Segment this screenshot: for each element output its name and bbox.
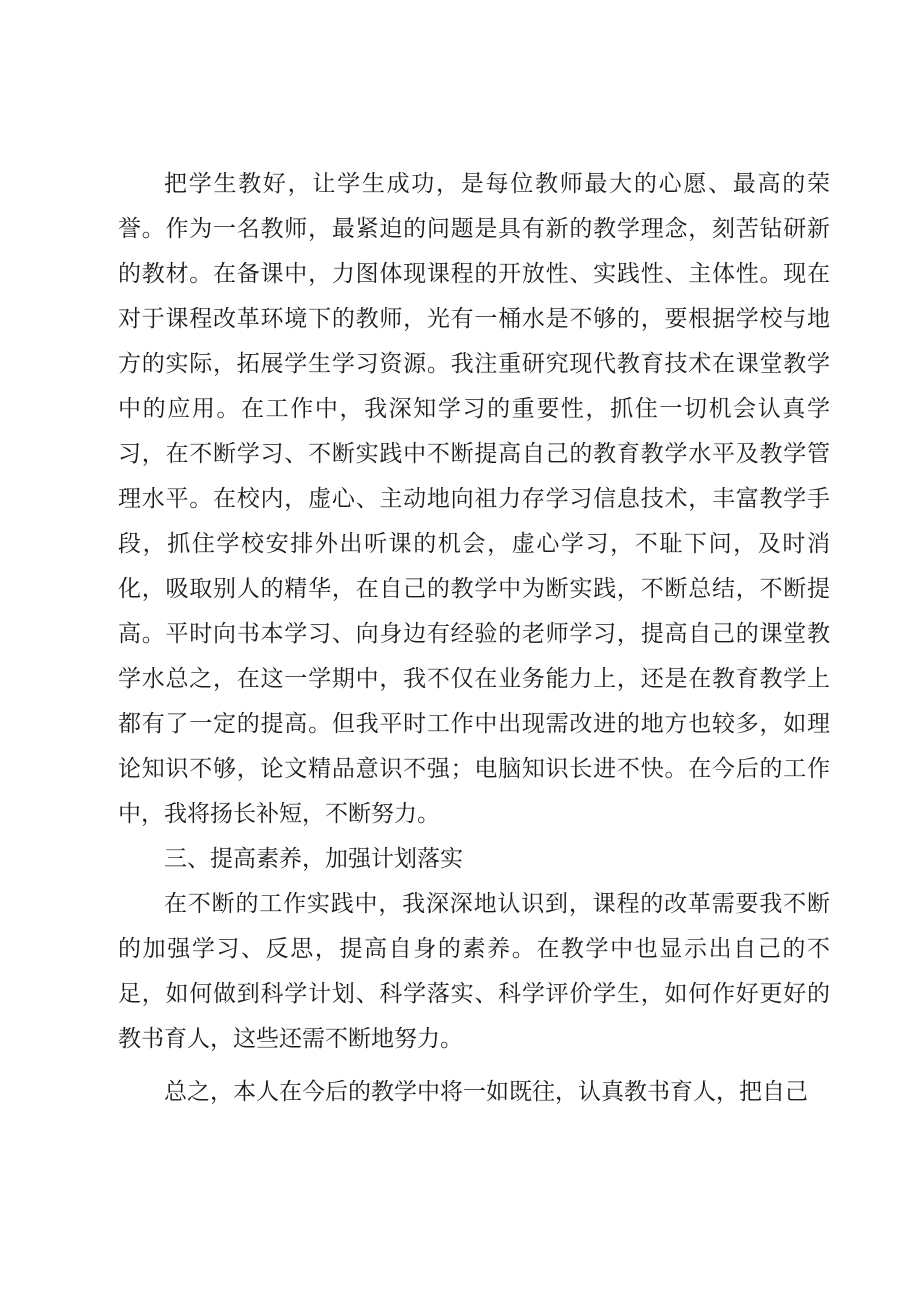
- paragraph-closing: 总之，本人在今后的教学中将一如既往，认真教书育人，把自己: [164, 1079, 808, 1105]
- section-heading: 三、提高素养，加强计划落实: [164, 846, 463, 872]
- document-body: [118, 162, 830, 1115]
- paragraph-main: 把学生教好，让学生成功，是每位教师最大的心愿、最高的荣誉。作为一名教师，最紧迫的问题是具有新的教学理念，刻苦钻研新的教材。在备课中，力图体现课程的开放性、实践性、主体性。现在对于课程改革环境下的教师，光有一桶水是不够的，要根据学校与地方的实际，拓展学生学习资源。我注重研究现代教育技术在课堂教学中的应用。在工作中，我深知学习的重要性，抓住一切机会认真学习，在不断学习、不断实践中不断提高自己的教育教学水平及教学管理水平。在校内，虚心、主动地向祖力存学习信息技术，丰富教学手段，抓住学校安排外出听课的机会，虚心学习，不耻下问，及时消化，吸取别人的精华，在自己的教学中为断实践，不断总结，不断提高。平时向书本学习、向身边有经验的老师学习，提高自己的课堂教学水总之，在这一学期中，我不仅在业务能力上，还是在教育教学上都有了一定的提高。但我平时工作中出现需改进的地方也较多，如理论知识不够，论文精品意识不强；电脑知识长进不快。在今后的工作中，我将扬长补短，不断努力。: [118, 171, 830, 827]
- paragraph-after-heading: 在不断的工作实践中，我深深地认识到，课程的改革需要我不断的加强学习、反思，提高自身的素养。在教学中也显示出自己的不足，如何做到科学计划、科学落实、科学评价学生，如何作好更好的教书育人，这些还需不断地努力。: [118, 891, 830, 1052]
